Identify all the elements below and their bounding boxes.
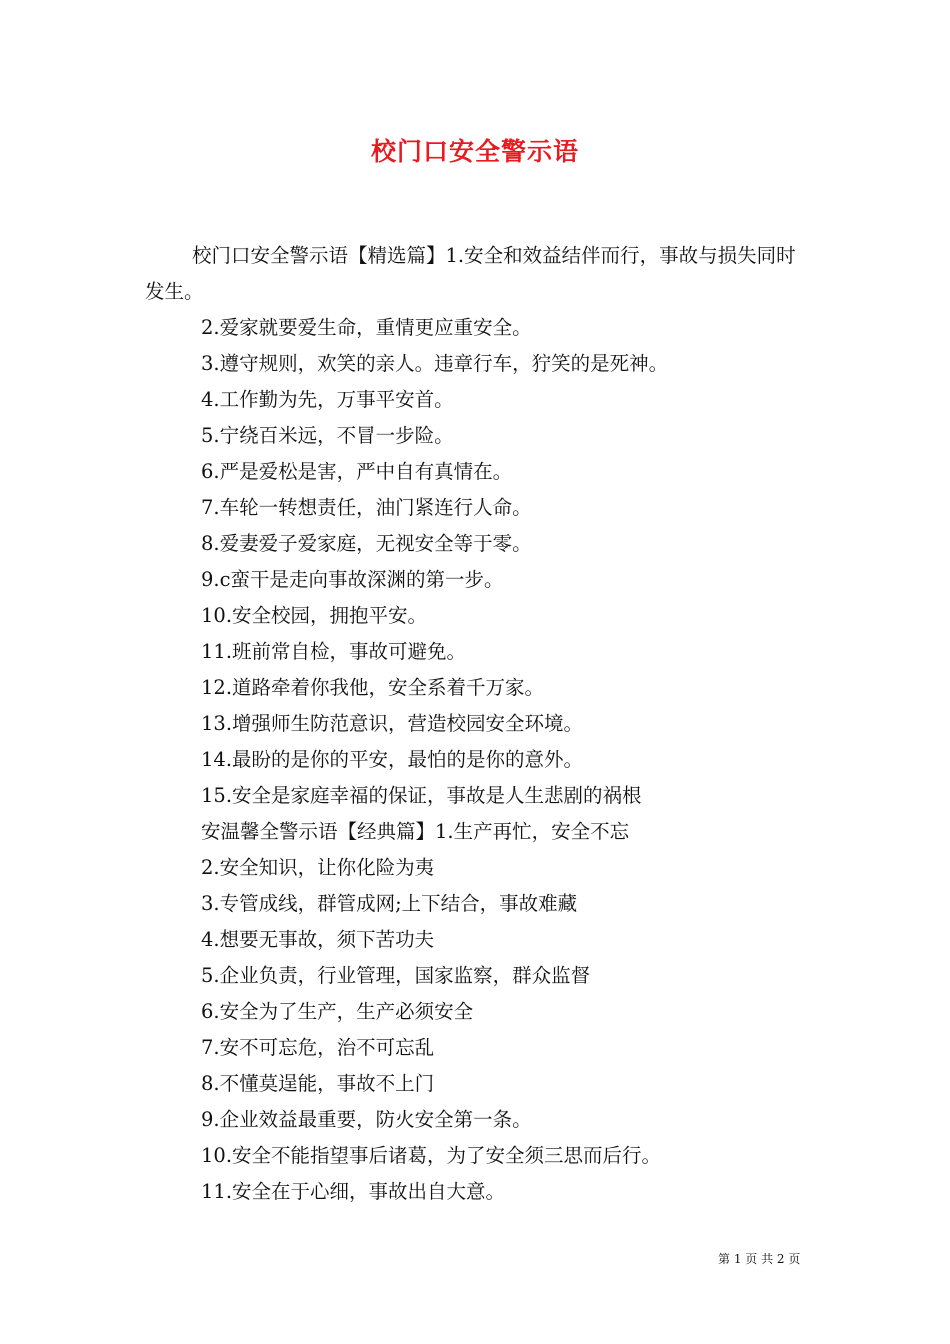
list-item: 8.不懂莫逞能，事故不上门 bbox=[201, 1072, 435, 1095]
list-item: 7.车轮一转想责任，油门紧连行人命。 bbox=[201, 496, 532, 519]
list-item: 9.c蛮干是走向事故深渊的第一步。 bbox=[201, 568, 504, 591]
intro-paragraph: 校门口安全警示语【精选篇】1.安全和效益结伴而行，事故与损失同时发生。 bbox=[145, 244, 796, 303]
list-item: 9.企业效益最重要，防火安全第一条。 bbox=[201, 1108, 532, 1131]
list-item: 10.安全不能指望事后诸葛，为了安全须三思而后行。 bbox=[201, 1144, 662, 1167]
document-title: 校门口安全警示语 bbox=[370, 137, 579, 166]
list-item: 10.安全校园，拥抱平安。 bbox=[201, 604, 428, 627]
list-item: 6.严是爱松是害，严中自有真情在。 bbox=[201, 460, 513, 483]
list-item: 14.最盼的是你的平安，最怕的是你的意外。 bbox=[201, 748, 584, 771]
list-item: 4.工作勤为先，万事平安首。 bbox=[201, 388, 454, 411]
list-item: 6.安全为了生产，生产必须安全 bbox=[201, 1000, 474, 1023]
list-item: 13.增强师生防范意识，营造校园安全环境。 bbox=[201, 712, 584, 735]
list-item: 12.道路牵着你我他，安全系着千万家。 bbox=[201, 676, 545, 699]
list-item: 11.安全在于心细，事故出自大意。 bbox=[201, 1180, 506, 1203]
section-heading-line: 安温馨全警示语【经典篇】1.生产再忙，安全不忘 bbox=[201, 820, 630, 843]
list-item: 3.遵守规则，欢笑的亲人。违章行车，狞笑的是死神。 bbox=[201, 352, 669, 375]
list-item: 7.安不可忘危，治不可忘乱 bbox=[201, 1036, 435, 1059]
document-body bbox=[145, 238, 810, 1210]
page-number: 第 1 页 共 2 页 bbox=[718, 1252, 801, 1266]
list-item: 5.宁绕百米远，不冒一步险。 bbox=[201, 424, 454, 447]
list-item: 5.企业负责，行业管理，国家监察，群众监督 bbox=[201, 964, 591, 987]
list-item: 11.班前常自检，事故可避免。 bbox=[201, 640, 467, 663]
list-item: 4.想要无事故，须下苦功夫 bbox=[201, 928, 435, 951]
list-item: 15.安全是家庭幸福的保证，事故是人生悲剧的祸根 bbox=[201, 784, 642, 807]
list-item: 3.专管成线，群管成网;上下结合，事故难藏 bbox=[201, 892, 578, 915]
list-item: 2.安全知识，让你化险为夷 bbox=[201, 856, 435, 879]
list-item: 2.爱家就要爱生命，重情更应重安全。 bbox=[201, 316, 532, 339]
list-item: 8.爱妻爱子爱家庭，无视安全等于零。 bbox=[201, 532, 532, 555]
